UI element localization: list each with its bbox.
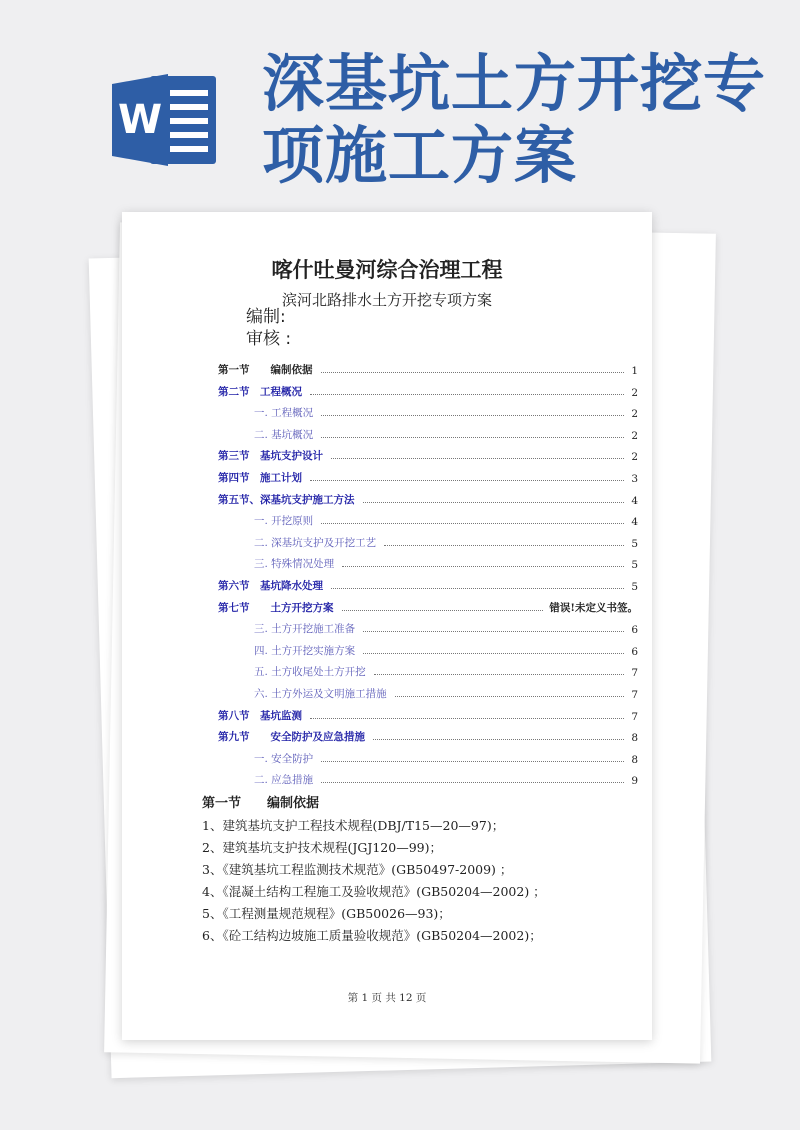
toc-entry-label: 第八节 基坑监测 [218, 709, 302, 722]
toc-entry-page: 2 [631, 386, 638, 399]
toc-entry-label: 一. 安全防护 [254, 752, 314, 765]
section-heading: 第一节 编制依据 [202, 796, 320, 811]
toc-entry-page: 5 [631, 537, 638, 550]
toc-entry[interactable] [218, 530, 638, 550]
page-headline [262, 48, 782, 192]
document-page [122, 212, 652, 1040]
toc-leader-dots [321, 761, 624, 762]
toc-entry[interactable] [218, 357, 638, 377]
toc-entry-page: 8 [631, 753, 638, 766]
toc-leader-dots [373, 739, 624, 740]
toc-entry[interactable] [218, 746, 638, 766]
toc-entry[interactable] [218, 659, 638, 679]
toc-entry[interactable] [218, 487, 638, 507]
toc-entry-label: 二. 应急措施 [254, 774, 314, 787]
toc-entry-label: 二. 基坑概况 [254, 428, 314, 441]
toc-entry-label: 第七节 土方开挖方案 [218, 601, 334, 614]
reference-item: 5、《工程测量规范规程》(GB50026—93)； [202, 906, 451, 921]
reviewer-label: 审核 : [246, 329, 292, 349]
headline-line-1: 深基坑土方开挖专 [262, 47, 767, 120]
toc-entry[interactable] [218, 551, 638, 571]
toc-leader-dots [363, 502, 625, 503]
toc-entry-page: 7 [631, 667, 638, 680]
toc-entry-page: 2 [631, 429, 638, 442]
toc-entry[interactable] [218, 508, 638, 528]
toc-leader-dots [310, 394, 624, 395]
toc-entry[interactable] [218, 616, 638, 636]
toc-leader-dots [342, 566, 624, 567]
toc-leader-dots [310, 480, 624, 481]
toc-entry-label: 第五节、深基坑支护施工方法 [218, 493, 355, 506]
toc-entry-page: 5 [631, 581, 638, 593]
toc-leader-dots [321, 437, 624, 438]
toc-entry-page: 4 [631, 494, 638, 507]
toc-entry-label: 三. 土方开挖施工准备 [254, 623, 356, 636]
toc-entry[interactable] [218, 400, 638, 420]
reference-item: 6、《砼工结构边坡施工质量验收规范》(GB50204—2002)； [202, 928, 542, 943]
headline-line-2: 项施工方案 [262, 119, 578, 192]
toc-entry-page: 2 [631, 451, 638, 464]
toc-entry-page: 6 [631, 624, 638, 637]
page-footer: 第 1 页 共 12 页 [347, 992, 427, 1004]
toc-leader-dots [363, 631, 624, 632]
toc-entry-label: 一. 工程概况 [254, 407, 314, 420]
toc-entry-label: 第九节 安全防护及应急措施 [218, 731, 365, 744]
toc-leader-dots [384, 545, 624, 546]
word-document-icon [110, 70, 220, 170]
reference-item: 3、《建筑基坑工程监测技术规范》(GB50497-2009) ； [202, 862, 513, 877]
toc-leader-dots [321, 782, 624, 783]
document-subtitle: 滨河北路排水土方开挖专项方案 [281, 291, 492, 309]
toc-entry-label: 六. 土方外运及文明施工措施 [254, 688, 387, 700]
toc-entry-page: 7 [631, 710, 638, 723]
toc-leader-dots [321, 523, 624, 524]
toc-entry[interactable] [218, 681, 638, 701]
reference-item: 4、《混凝土结构工程施工及验收规范》(GB50204—2002) ； [202, 884, 546, 899]
toc-entry[interactable] [218, 379, 638, 399]
toc-leader-dots [342, 610, 544, 611]
toc-entry[interactable] [218, 767, 638, 787]
toc-leader-dots [395, 696, 624, 697]
toc-entry-page: 5 [631, 559, 638, 572]
toc-entry-label: 第二节 工程概况 [218, 385, 302, 398]
toc-entry-page: 9 [631, 775, 638, 788]
toc-entry-label: 第六节 基坑降水处理 [218, 580, 323, 592]
toc-entry-page: 3 [631, 473, 638, 485]
toc-entry-label: 三. 特殊情况处理 [254, 558, 335, 571]
toc-leader-dots [374, 674, 624, 675]
toc-entry-page: 6 [631, 645, 638, 658]
toc-entry[interactable] [218, 724, 638, 744]
toc-entry-label: 四. 土方开挖实施方案 [254, 644, 356, 657]
toc-entry-page: 7 [631, 689, 638, 701]
toc-leader-dots [363, 653, 624, 654]
toc-entry[interactable] [218, 443, 638, 463]
editor-label: 编制: [246, 307, 286, 327]
toc-entry-label: 五. 土方收尾处土方开挖 [254, 666, 366, 679]
toc-entry-label: 第四节 施工计划 [218, 472, 302, 484]
toc-entry-page: 错误!未定义书签。 [549, 601, 638, 614]
reference-item: 1、建筑基坑支护工程技术规程(DBJ/T15—20—97)； [202, 818, 505, 833]
reference-item: 2、建筑基坑支护技术规程(JGJ120—99)； [202, 840, 442, 855]
toc-entry-label: 第一节 编制依据 [218, 364, 313, 376]
toc-entry-page: 4 [631, 516, 638, 529]
toc-entry[interactable] [218, 638, 638, 658]
toc-entry[interactable] [218, 573, 638, 593]
toc-leader-dots [331, 588, 624, 589]
toc-leader-dots [321, 372, 625, 373]
toc-entry[interactable] [218, 465, 638, 485]
toc-entry[interactable] [218, 703, 638, 723]
document-title: 喀什吐曼河综合治理工程 [271, 258, 503, 282]
toc-leader-dots [310, 718, 624, 719]
word-icon-letter: W [117, 97, 163, 143]
toc-entry-page: 1 [631, 365, 638, 377]
toc-entry-page: 8 [631, 732, 638, 745]
toc-entry[interactable] [218, 595, 638, 615]
toc-entry[interactable] [218, 422, 638, 442]
toc-entry-page: 2 [631, 408, 638, 421]
toc-entry-label: 第三节 基坑支护设计 [218, 450, 323, 463]
toc-entry-label: 一. 开挖原则 [254, 515, 314, 528]
toc-leader-dots [331, 458, 624, 459]
toc-leader-dots [321, 415, 624, 416]
toc-entry-label: 二. 深基坑支护及开挖工艺 [254, 536, 377, 549]
